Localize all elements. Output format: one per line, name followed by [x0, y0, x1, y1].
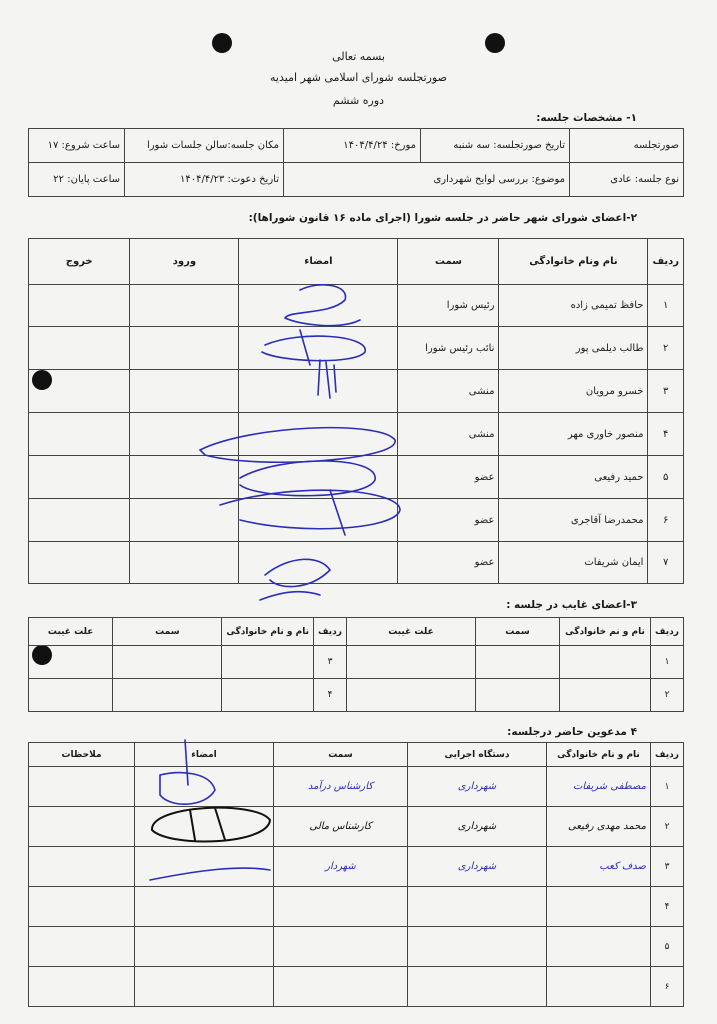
section2-title: ۲-اعضای شورای شهر حاضر در جلسه شورا (اجرای ماده ۱۶ قانون شوراها): — [248, 212, 637, 224]
section4-title: ۴ مدعوین حاضر درجلسه: — [507, 726, 637, 738]
header-line-2: صورتجلسه شورای اسلامی شهر امیدیه — [270, 71, 447, 84]
table-row: ۱ حافظ تمیمی زاده رئیس شورا — [29, 285, 684, 327]
table-row: ۲ ۴ — [29, 679, 684, 712]
table-row: ۱ مصطفی شریفات شهرداری کارشناس درآمد — [29, 767, 684, 807]
col-signature: امضاء — [239, 239, 398, 285]
cell-session-date: مورخ: ۱۴۰۴/۴/۲۴ — [284, 129, 421, 163]
cell-location: مکان جلسه:سالن جلسات شورا — [125, 129, 284, 163]
col-row: ردیف — [648, 239, 684, 285]
table-row: ۶ محمدرضا آقاجری عضو — [29, 499, 684, 542]
cell-start-time: ساعت شروع: ۱۷ — [29, 129, 125, 163]
cell-doc-type: صورتجلسه — [570, 129, 684, 163]
table-row: ۴ منصور خاوری مهر منشی — [29, 413, 684, 456]
table-row: ۵ — [29, 927, 684, 967]
cell-session-type: نوع جلسه: عادی — [570, 163, 684, 197]
col-name: نام ونام خانوادگی — [499, 239, 648, 285]
table-row: ۲ طالب دیلمی پور نائب رئیس شورا — [29, 327, 684, 370]
cell-subject: موضوع: بررسی لوایح شهرداری — [284, 163, 570, 197]
col-exit: خروج — [29, 239, 130, 285]
table-row: ۷ ایمان شریفات عضو — [29, 542, 684, 584]
table-row: ۳ خسرو مرویان منشی — [29, 370, 684, 413]
col-entry: ورود — [130, 239, 239, 285]
session-info-table — [28, 128, 684, 197]
handwritten-name: مصطفی شریفات — [547, 767, 651, 807]
cell-invite-date: تاریخ دعوت: ۱۴۰۴/۴/۲۳ — [125, 163, 284, 197]
table-row: ۵ حمید رفیعی عضو — [29, 456, 684, 499]
section3-title: ۳-اعضای غایب در جلسه : — [506, 599, 637, 611]
cell-end-time: ساعت پایان: ۲۲ — [29, 163, 125, 197]
table-row: ۳ صدف کعب شهرداری شهردار — [29, 847, 684, 887]
section1-title: ۱- مشخصات جلسه: — [536, 112, 637, 124]
invited-guests-table: ردیف نام و نام خانوادگی دستگاه اجرایی سمت امضاء ملاحظات ۱ مصطفی شریفات شهرداری کارشناس درآمد ۲ محمد مهدی رفیعی شهرداری کارشناس مالی ۳ صدف کعب شهرداری شهردار ۴ ۵ ۶ — [28, 742, 684, 1007]
table-row: ۱ ۳ — [29, 646, 684, 679]
table-row: ۶ — [29, 967, 684, 1007]
table-row: ۴ — [29, 887, 684, 927]
absent-members-table: ردیف نام و نم خانوادگی سمت علت غیبت ردیف نام و نام خانوادگی سمت علت غیبت ۱ ۳ ۲ ۴ — [28, 617, 684, 712]
header-line-3: دوره ششم — [332, 94, 385, 107]
header-line-1: بسمه تعالی — [332, 50, 385, 63]
cell-session-day: تاریخ صورتجلسه: سه شنبه — [421, 129, 570, 163]
table-row: ۲ محمد مهدی رفیعی شهرداری کارشناس مالی — [29, 807, 684, 847]
present-members-table — [28, 238, 684, 584]
col-position: سمت — [398, 239, 499, 285]
